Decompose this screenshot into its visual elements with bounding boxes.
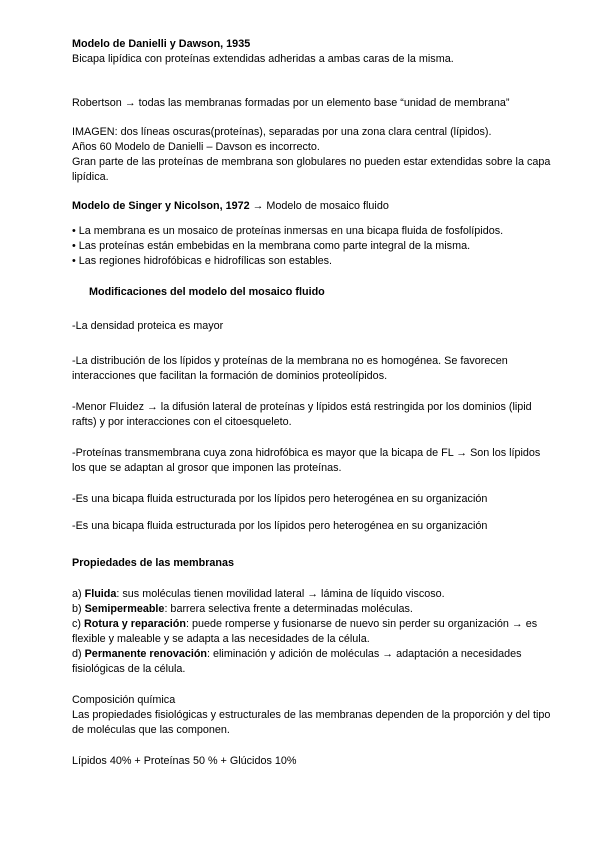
propiedad-rest: : barrera selectiva frente a determinadas moléculas.: [164, 603, 413, 615]
composicion-title: Composición química: [72, 694, 176, 706]
propiedad-item: [72, 602, 552, 617]
composicion-description: Las propiedades fisiológicas y estructurales de las membranas dependen de la proporción y del tipo de moléculas que las componen.: [72, 709, 551, 736]
imagen-line: IMAGEN: dos líneas oscuras(proteínas), separadas por una zona clara central (lípidos).: [72, 126, 492, 138]
danielli-title: Modelo de Danielli y Dawson, 1935: [72, 38, 251, 50]
propiedad-prefix: d): [72, 648, 85, 660]
singer-bullet: • La membrana es un mosaico de proteínas inmersas en una bicapa fluida de fosfolípidos.: [72, 225, 504, 237]
singer-title-rest: → Modelo de mosaico fluido: [249, 200, 389, 212]
propiedad-rest: : eliminación y adición de moléculas → adaptación a necesidades fisiológicas de la célula.: [72, 648, 522, 675]
propiedad-term: Semipermeable: [84, 603, 165, 615]
modificacion-item: -Es una bicapa fluida estructurada por los lípidos pero heterogénea en su organización: [72, 520, 488, 532]
propiedad-prefix: c): [72, 618, 84, 630]
propiedad-prefix: a): [72, 588, 85, 600]
anos-60-line: Años 60 Modelo de Danielli – Davson es incorrecto.: [72, 141, 320, 153]
propiedad-rest: : puede romperse y fusionarse de nuevo sin perder su organización → es flexible y maleable y se adapta a las necesidades de la célula.: [72, 618, 538, 645]
modificacion-item: -La distribución de los lípidos y proteínas de la membrana no es homogénea. Se favorecen interacciones que facilitan la formación de dominios proteolípidos.: [72, 355, 508, 382]
robertson-line: Robertson → todas las membranas formadas por un elemento base “unidad de membrana”: [72, 97, 510, 109]
modificacion-item: -Menor Fluidez → la difusión lateral de proteínas y lípidos está restringida por los dominios (lipid rafts) y por interacciones con el citoesqueleto.: [72, 401, 532, 428]
modificacion-item: -Proteínas transmembrana cuya zona hidrofóbica es mayor que la bicapa de FL → Son los lípidos los que se adaptan al grosor que imponen las proteínas.: [72, 447, 541, 474]
propiedad-item: [72, 587, 552, 602]
propiedad-item: [72, 617, 552, 647]
propiedad-prefix: b): [72, 603, 85, 615]
propiedad-term: Permanente renovación: [84, 648, 208, 660]
modificaciones-title: Modificaciones del modelo del mosaico fluido: [89, 286, 325, 298]
singer-bullet: • Las regiones hidrofóbicas e hidrofílicas son estables.: [72, 255, 333, 267]
singer-bullet: • Las proteínas están embebidas en la membrana como parte integral de la misma.: [72, 240, 471, 252]
modificacion-item: -La densidad proteica es mayor: [72, 320, 224, 332]
propiedades-title: Propiedades de las membranas: [72, 557, 235, 569]
gran-parte-line: Gran parte de las proteínas de membrana son globulares no pueden estar extendidas sobre la capa lipídica.: [72, 156, 551, 183]
propiedad-rest: : sus moléculas tienen movilidad lateral → lámina de líquido viscoso.: [116, 588, 445, 600]
danielli-description: Bicapa lipídica con proteínas extendidas adheridas a ambas caras de la misma.: [72, 53, 454, 65]
modificacion-item: -Es una bicapa fluida estructurada por los lípidos pero heterogénea en su organización: [72, 493, 488, 505]
propiedad-term: Fluida: [84, 588, 117, 600]
propiedad-item: [72, 647, 552, 677]
document-page: [72, 37, 552, 769]
composicion-formula: Lípidos 40% + Proteínas 50 % + Glúcidos 10%: [72, 755, 297, 767]
propiedad-term: Rotura y reparación: [84, 618, 187, 630]
singer-heading: [72, 199, 552, 214]
singer-title: Modelo de Singer y Nicolson, 1972: [72, 200, 250, 212]
